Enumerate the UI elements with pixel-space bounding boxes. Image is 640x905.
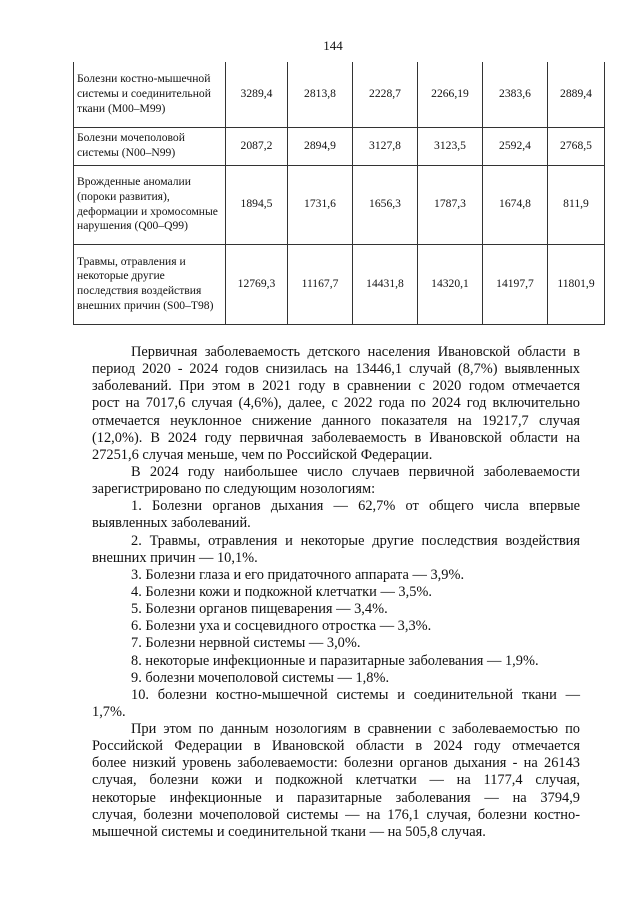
- table-cell: 2889,4: [548, 62, 605, 127]
- text-line: 1,7%.: [92, 703, 126, 720]
- table-cell: 1674,8: [483, 165, 548, 244]
- table-row-label: Травмы, отравления и некоторые другие последствия воздействия внешних причин (S00–T98): [74, 244, 226, 324]
- text-line: рост на 7017,6 случая (4,6%), далее, с 2022 года по 2024 год включительно: [92, 395, 580, 412]
- text-line: случая, болезни мочеполовой системы — на 176,1 случая, болезни костно-: [92, 806, 580, 823]
- table-cell: 2383,6: [483, 62, 548, 127]
- table-cell: 2266,19: [418, 62, 483, 127]
- table-cell: 3123,5: [418, 127, 483, 165]
- table-cell: 14431,8: [353, 244, 418, 324]
- text-line: 3. Болезни глаза и его придаточного аппарата — 3,9%.: [131, 566, 465, 583]
- table-cell: 2768,5: [548, 127, 605, 165]
- table-cell: 3289,4: [226, 62, 288, 127]
- table-cell: 2592,4: [483, 127, 548, 165]
- text-line: 2. Травмы, отравления и некоторые другие последствия воздействия: [131, 532, 580, 549]
- text-line: (12,0%). В 2024 году первичная заболеваемость в Ивановской области на: [92, 429, 580, 446]
- table-row-label: Болезни костно-мышечной системы и соединительной ткани (M00–M99): [74, 62, 226, 127]
- text-line: 4. Болезни кожи и подкожной клетчатки — 3,5%.: [131, 583, 433, 600]
- text-line: 7. Болезни нервной системы — 3,0%.: [131, 635, 361, 652]
- text-line: При этом по данным нозологиям в сравнении с заболеваемостью по: [131, 721, 580, 737]
- text-line: мышечной системы и соединительной ткани — на 505,8 случая.: [92, 823, 486, 840]
- table-cell: 1656,3: [353, 165, 418, 244]
- table-cell: 3127,8: [353, 127, 418, 165]
- table-row: [74, 244, 605, 324]
- text-line: период 2020 - 2024 годов снизилась на 13446,1 случай (8,7%) выявленных: [92, 361, 580, 378]
- text-line: зарегистрировано по следующим нозологиям:: [92, 481, 376, 498]
- text-line: Российской Федерации в Ивановской области в 2024 году отмечается: [92, 738, 580, 755]
- text-line: 8. некоторые инфекционные и паразитарные заболевания — 1,9%.: [131, 652, 539, 669]
- table-cell: 11167,7: [288, 244, 353, 324]
- body-text-main: [92, 344, 580, 721]
- table-cell: 11801,9: [548, 244, 605, 324]
- table-cell: 2228,7: [353, 62, 418, 127]
- text-line: 9. болезни мочеполовой системы — 1,8%.: [131, 669, 390, 686]
- text-line: заболеваний. При этом в 2021 году в сравнении с 2020 годом отмечается: [92, 378, 580, 395]
- table-cell: 1894,5: [226, 165, 288, 244]
- table-cell: 14320,1: [418, 244, 483, 324]
- table-cell: 1731,6: [288, 165, 353, 244]
- table-row-label: Болезни мочеполовой системы (N00–N99): [74, 127, 226, 165]
- text-line: В 2024 году наибольшее число случаев первичной заболеваемости: [131, 463, 580, 480]
- table-cell: 2813,8: [288, 62, 353, 127]
- text-line: более низкий уровень заболеваемости: болезни органов дыхания - на 26143: [92, 755, 580, 772]
- text-line: 6. Болезни уха и сосцевидного отростка — 3,3%.: [131, 618, 432, 635]
- text-line: случая, болезни кожи и подкожной клетчатки — на 1177,4 случая,: [92, 772, 580, 789]
- table-row: [74, 165, 605, 244]
- text-line: некоторые инфекционные и паразитарные заболевания — на 3794,9: [92, 789, 580, 806]
- text-line: 10. болезни костно-мышечной системы и соединительной ткани —: [131, 686, 580, 703]
- table-row-label: Врожденные аномалии (пороки развития), деформации и хромосомные нарушения (Q00–Q99): [74, 165, 226, 244]
- morbidity-table: [73, 62, 605, 325]
- table-row: [74, 62, 605, 127]
- text-line: отмечается неуклонное снижение данного показателя на 19217,7 случая: [92, 412, 580, 429]
- body-text-comparison: [92, 721, 580, 841]
- text-line: 1. Болезни органов дыхания — 62,7% от общего числа впервые: [131, 498, 580, 515]
- table-cell: 12769,3: [226, 244, 288, 324]
- table-cell: 2087,2: [226, 127, 288, 165]
- text-line: 5. Болезни органов пищеварения — 3,4%.: [131, 601, 388, 618]
- table-row: [74, 127, 605, 165]
- table-cell: 811,9: [548, 165, 605, 244]
- text-line: выявленных заболеваний.: [92, 515, 251, 532]
- table-cell: 2894,9: [288, 127, 353, 165]
- table-cell: 1787,3: [418, 165, 483, 244]
- text-line: Первичная заболеваемость детского населения Ивановской области в: [131, 344, 580, 360]
- page-number: 144: [323, 38, 343, 53]
- text-line: внешних причин — 10,1%.: [92, 549, 258, 566]
- table-cell: 14197,7: [483, 244, 548, 324]
- text-line: 27251,6 случая меньше, чем по Российской Федерации.: [92, 446, 433, 463]
